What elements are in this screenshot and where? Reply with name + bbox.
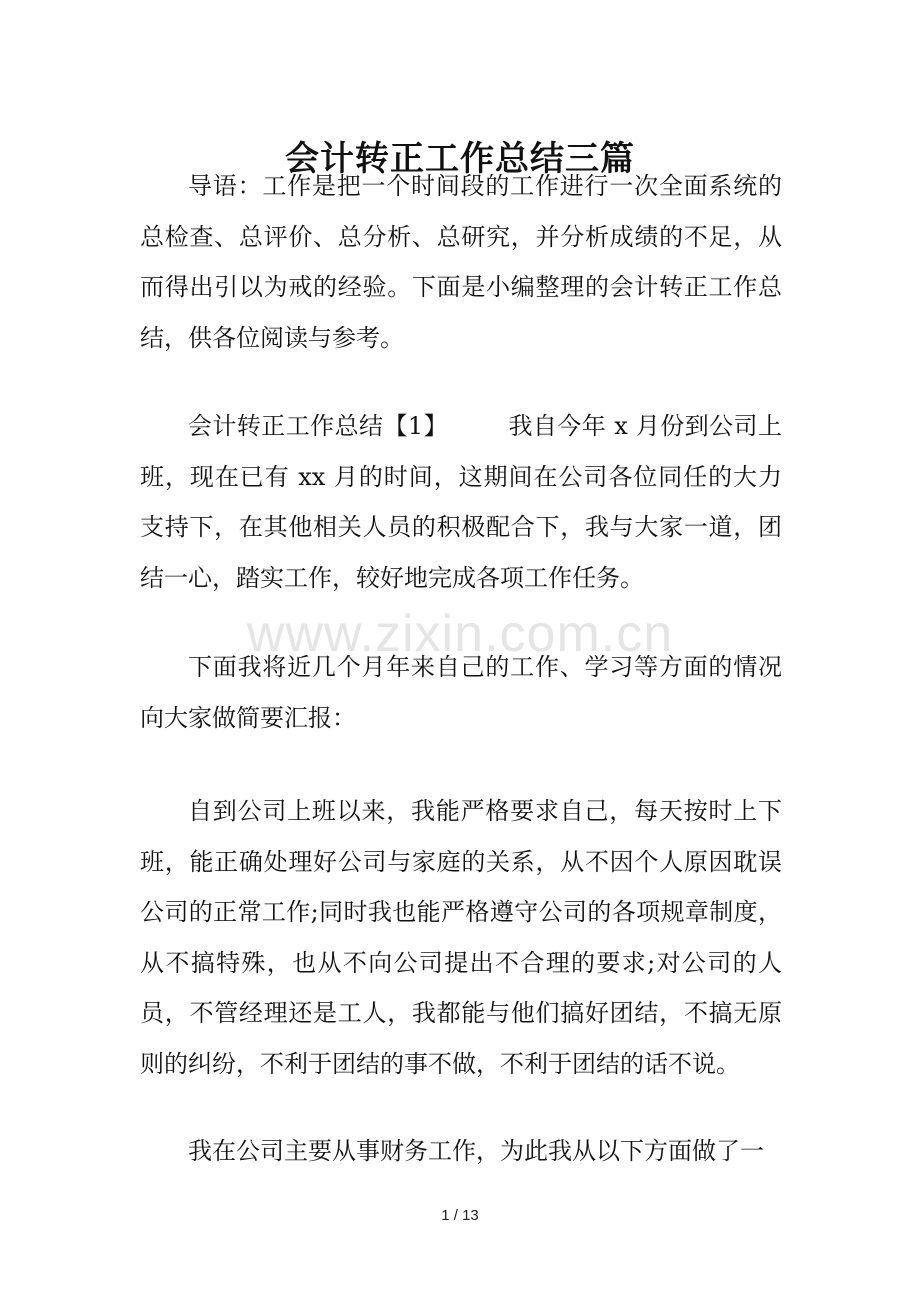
page-number: 1 / 13 xyxy=(441,1207,479,1224)
intro-paragraph: 导语：工作是把一个时间段的工作进行一次全面系统的总检查、总评价、总分析、总研究，并分析成绩的不足，从而得出引以为戒的经验。下面是小编整理的会计转正工作总结，供各位阅读与参考。 xyxy=(140,172,782,352)
finance-work-paragraph: 我在公司主要从事财务工作，为此我从以下方面做了一 xyxy=(188,1137,764,1165)
document-title: 会计转正工作总结三篇 xyxy=(285,138,635,179)
summary-intro-paragraph: 下面我将近几个月年来自己的工作、学习等方面的情况向大家做简要汇报： xyxy=(140,653,782,732)
work-attitude-paragraph: 自到公司上班以来，我能严格要求自己，每天按时上下班，能正确处理好公司与家庭的关系，从不因个人原因耽误公司的正常工作;同时我也能严格遵守公司的各项规章制度，从不搞特殊，也从不向公司提出不合理的要求;对公司的人员，不管经理还是工人，我都能与他们搞好团结，不搞无原则的纠纷，不利于团结的事不做，不利于团结的话不说。 xyxy=(140,797,782,1078)
section-1-heading: 会计转正工作总结【1】 xyxy=(188,412,449,440)
section-1-text: 我自今年 x 月份到公司上班，现在已有 xx 月的时间，这期间在公司各位同任的大力支持下，在其他相关人员的积极配合下，我与大家一道，团结一心，踏实工作，较好地完成各项工作任务。 xyxy=(140,412,782,592)
section-1-paragraph xyxy=(140,401,782,603)
site-watermark: www.zixin.com.cn xyxy=(246,605,674,663)
